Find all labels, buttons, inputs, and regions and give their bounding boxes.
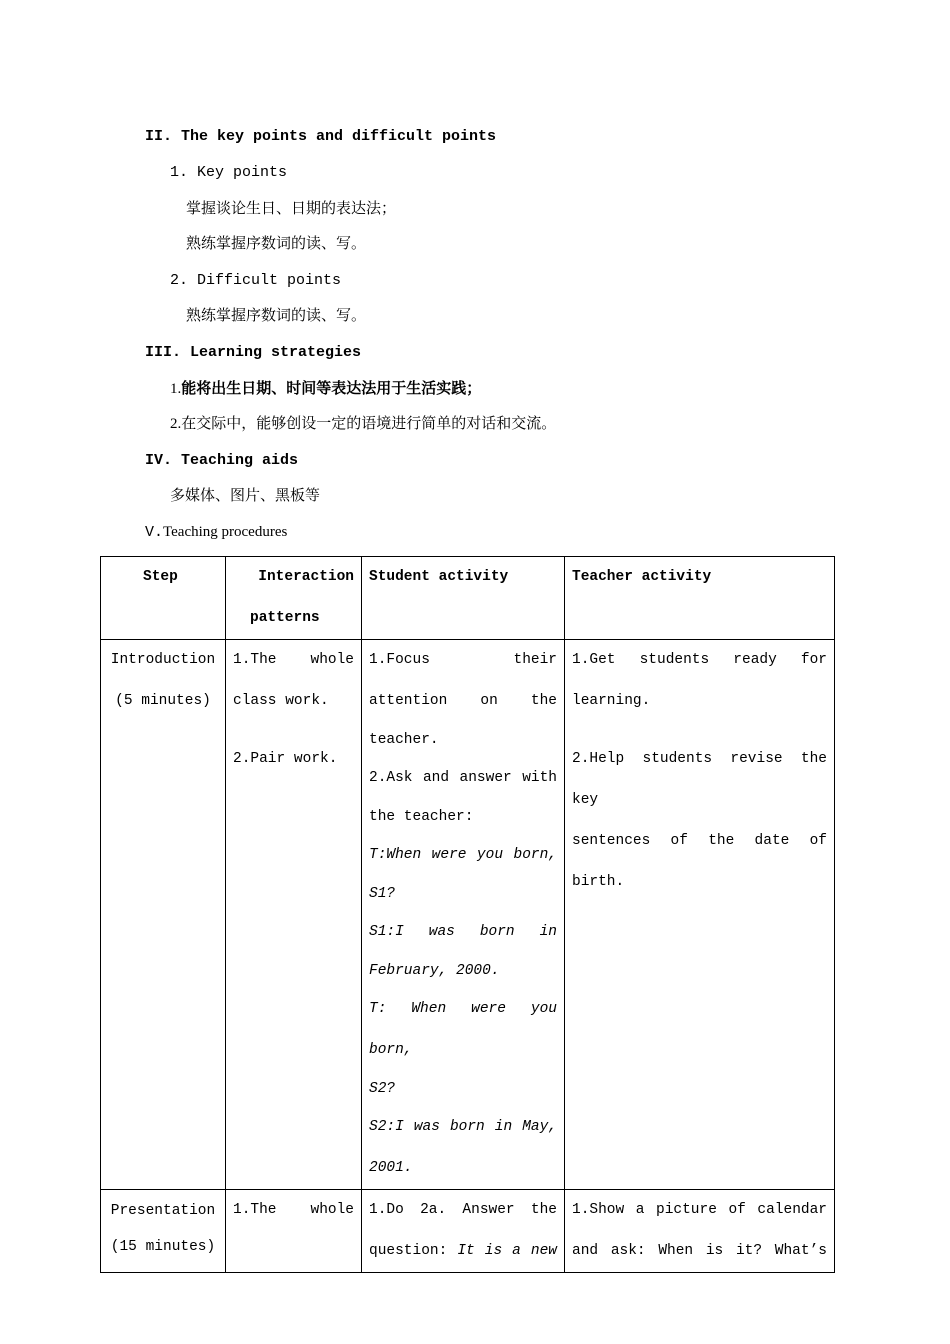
student-a-line2 — [369, 1231, 557, 1272]
dialogue-line5: T: When were you born, — [369, 1001, 557, 1058]
student-a-line1: 1.Do 2a. Answer the — [369, 1202, 557, 1218]
teaching-aids-list: 多媒体、图片、黑板等 — [170, 488, 321, 504]
student-activity-cell — [362, 1190, 565, 1273]
table-row-presentation — [101, 1190, 835, 1273]
key-point-1: 掌握谈论生日、日期的表达法； — [186, 201, 397, 217]
step-name: Presentation — [110, 1203, 216, 1219]
section-5-title — [145, 522, 287, 543]
step-name: Introduction — [110, 652, 216, 668]
header-interaction-line1: Interaction — [258, 569, 354, 585]
header-interaction — [226, 557, 362, 640]
teaching-procedures-table — [100, 556, 835, 1273]
interaction-a-line2: class work. — [233, 693, 329, 709]
teacher-a-line1: 1.Get students ready for — [572, 652, 827, 668]
spacer — [572, 722, 827, 739]
key-points-label: 1. Key points — [170, 164, 288, 181]
step-duration: (5 minutes) — [115, 693, 211, 709]
teacher-a-line1: 1.Show a picture of calendar — [572, 1202, 827, 1218]
student-b-line1: 2.Ask and answer with — [369, 770, 557, 786]
teacher-b-line2: sentences of the date of — [572, 833, 827, 849]
teacher-a-line2: learning. — [572, 693, 651, 709]
difficult-point-1: 熟练掌握序数词的读、写。 — [186, 308, 367, 324]
interaction-b: 2.Pair work. — [233, 751, 338, 767]
interaction-a-line1: 1.The whole — [233, 652, 354, 668]
student-b-line2: the teacher: — [369, 809, 474, 825]
strategy-1-text: 能将出生日期、时间等表达法用于生活实践； — [181, 381, 482, 397]
section-4-title: IV. Teaching aids — [145, 452, 299, 469]
header-step-label: Step — [143, 569, 178, 585]
table-header-row — [101, 557, 835, 640]
difficult-points-label: 2. Difficult points — [170, 272, 342, 289]
strategy-1 — [170, 379, 481, 399]
dialogue-line4: February, 2000. — [369, 963, 500, 979]
header-interaction-line2: patterns — [250, 610, 320, 626]
teacher-activity-cell — [565, 1190, 835, 1273]
dialogue-line6: S2? — [369, 1081, 396, 1097]
spacer — [233, 722, 354, 739]
step-cell — [101, 640, 226, 1190]
student-a-line3: teacher. — [369, 732, 439, 748]
header-student-label: Student activity — [369, 569, 509, 585]
section-5-text: Teaching procedures — [163, 524, 288, 540]
dialogue-line2: S1? — [369, 886, 396, 902]
section-3-title: III. Learning strategies — [145, 344, 362, 361]
header-student-activity — [362, 557, 565, 640]
dialogue-line8: 2001. — [369, 1160, 413, 1176]
teacher-a-line2: and ask: When is it? What’s — [572, 1243, 827, 1259]
teacher-activity-cell — [565, 640, 835, 1190]
dialogue-line7: S2:I was born in May, — [369, 1119, 557, 1135]
strategy-2: 2.在交际中，能够创设一定的语境进行简单的对话和交流。 — [170, 416, 557, 432]
step-cell — [101, 1190, 226, 1273]
student-activity-cell — [362, 640, 565, 1190]
interaction-cell — [226, 1190, 362, 1273]
student-a-line1: 1.Focus their — [369, 652, 557, 668]
student-a-line2-plain: question: — [369, 1243, 458, 1259]
step-duration: (15 minutes) — [110, 1239, 216, 1255]
table-row-introduction — [101, 640, 835, 1190]
interaction-cell — [226, 640, 362, 1190]
header-step — [101, 557, 226, 640]
student-a-line2-italic: It is a new — [457, 1243, 558, 1259]
student-a-line2: attention on the — [369, 693, 557, 709]
section-5-number: V. — [145, 524, 164, 541]
teacher-b-line3: birth. — [572, 874, 625, 890]
dialogue-line3: S1:I was born in — [369, 924, 557, 940]
section-2-title: II. The key points and difficult points — [145, 128, 497, 145]
header-teacher-label: Teacher activity — [572, 569, 712, 585]
strategy-1-number: 1. — [170, 381, 182, 397]
header-teacher-activity — [565, 557, 835, 640]
dialogue-line1: T:When were you born, — [369, 847, 557, 863]
interaction-a-line1: 1.The whole — [233, 1202, 354, 1218]
teacher-b-line1: 2.Help students revise the key — [572, 751, 827, 808]
key-point-2: 熟练掌握序数词的读、写。 — [186, 236, 367, 252]
